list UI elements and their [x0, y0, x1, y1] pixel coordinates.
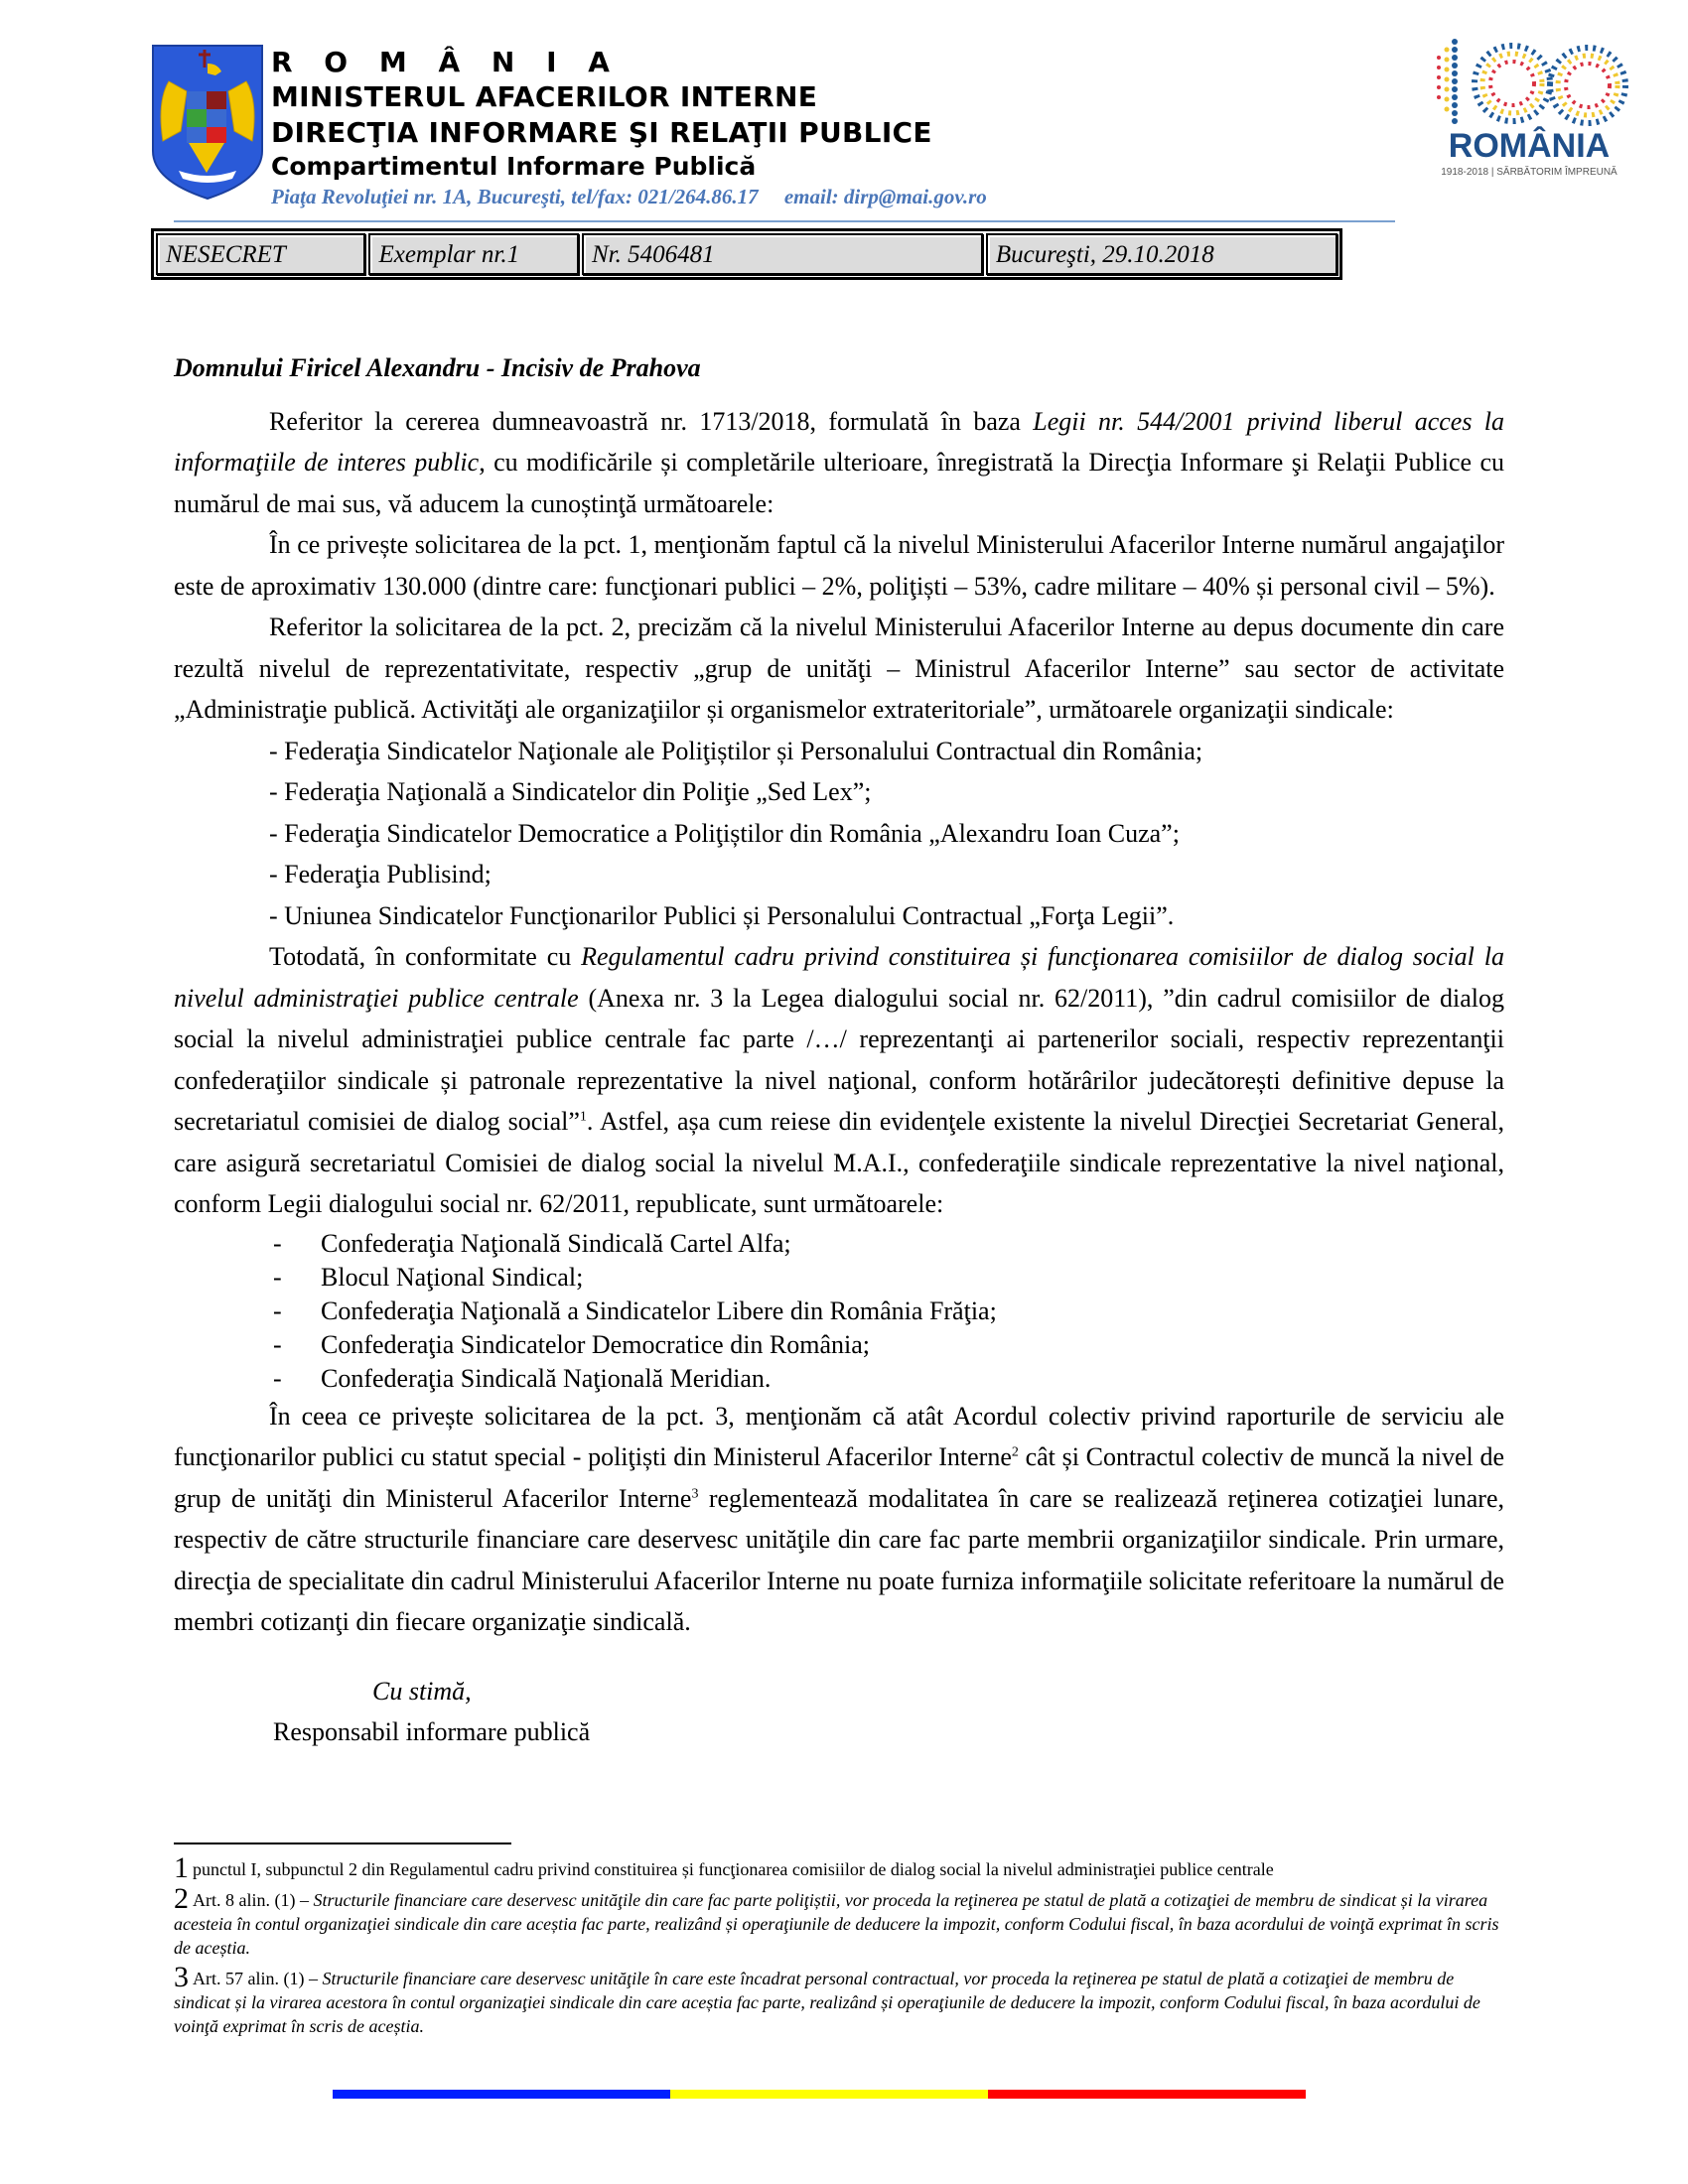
paragraph-intro: [174, 401, 1504, 525]
flag-red-stripe: [988, 2090, 1306, 2099]
classification-level: NESECRET: [156, 233, 365, 275]
footnote-text: Art. 57 alin. (1) –: [193, 1969, 323, 1988]
footnote-ref-2[interactable]: 2: [1011, 1444, 1019, 1460]
paragraph-point-3: [174, 1396, 1504, 1643]
footnote-quote: Structurile financiare care deservesc unităţile în care este încadrat personal contractual, vor proceda la reţinerea pe statul de plată a cotizaţiei de membru de sindicat și la virarea acestora în contul organizaţiei sindicale din care aceștia fac parte, realizând și operaţiunile de deducere la impozit, conform Codului fiscal, în baza acordului de voinţă exprimat în scris de aceștia.: [174, 1969, 1480, 2036]
footnote-ref-3[interactable]: 3: [691, 1485, 699, 1501]
romania-centenary-logo-icon: [1425, 36, 1633, 180]
list-item: - Federaţia Sindicatelor Naţionale ale Poliţiștilor și Personalului Contractual din România;: [269, 736, 1203, 765]
centenary-tagline: 1918-2018 | SĂRBĂTORIM ÎMPREUNĂ: [1441, 167, 1618, 178]
header-department: Compartimentul Informare Publică: [271, 152, 757, 181]
footnote-number: 2: [174, 1882, 189, 1915]
header-country: R O M Â N I A: [271, 46, 621, 78]
list-item: - Federaţia Publisind;: [269, 860, 492, 888]
footnote-text: punctul I, subpunctul 2 din Regulamentul cadru privind constituirea și funcţionarea comisiilor de dialog social la nivelul administraţiei publice centrale: [193, 1859, 1274, 1879]
copy-number: Exemplar nr.1: [368, 233, 578, 275]
list-item: - Federaţia Sindicatelor Democratice a Poliţiștilor din România „Alexandru Ioan Cuza”;: [269, 818, 1180, 848]
footnote-divider: [174, 1843, 511, 1844]
signature-title: Responsabil informare publică: [273, 1717, 591, 1746]
list-item: - Uniunea Sindicatelor Funcţionarilor Publici și Personalului Contractual „Forţa Legii”.: [269, 900, 1175, 930]
flag-yellow-stripe: [670, 2090, 988, 2099]
dash: -: [273, 1262, 282, 1292]
regulation-reference: Regulamentul cadru privind constituirea și funcţionarea comisiilor de dialog social la nivelul administraţiei publice centrale: [174, 942, 1504, 1013]
footnotes: [174, 1851, 1504, 2044]
list-item: [174, 1295, 1504, 1328]
item-text: Confederaţia Naţională a Sindicatelor Libere din România Frăţia;: [321, 1296, 997, 1325]
text: În ceea ce privește solicitarea de la pct. 3, menţionăm că atât Acordul colectiv privind raporturile de serviciu ale funcţionarilor publici cu statut special - poliţiști din Ministerul Afacerilor Interne: [174, 1401, 1504, 1471]
footnote-text: Art. 8 alin. (1) –: [193, 1890, 314, 1910]
item-text: Confederaţia Naţională Sindicală Cartel Alfa;: [321, 1228, 791, 1258]
header-ministry: MINISTERUL AFACERILOR INTERNE: [271, 80, 818, 113]
list-item: [174, 1227, 1504, 1261]
list-item: [174, 1261, 1504, 1295]
footnote-number: 3: [174, 1961, 189, 1993]
list-item: - Federaţia Naţională a Sindicatelor din Poliţie „Sed Lex”;: [269, 777, 872, 806]
footnote-1: [174, 1851, 1504, 1884]
registration-number: Nr. 5406481: [582, 233, 983, 275]
footnote-3: [174, 1961, 1504, 2038]
classification-table: [151, 228, 1342, 280]
text: (Anexa nr. 3 la Legea dialogului social nr. 62/2011), ”din cadrul comisiilor de dialog social la nivelul administraţiei publice centrale fac parte /…/ reprezentanţi ai partenerilor sociali, respectiv reprezentanţii confederaţiilor sindicale și patronale reprezentative la nivel naţional, conform hotărârilor judecătorești definitive depuse la secretariatul comisiei de dialog social”: [174, 983, 1505, 1136]
place-date: Bucureşti, 29.10.2018: [986, 233, 1337, 275]
text: Totodată, în conformitate cu: [269, 942, 582, 971]
federations-list: [174, 731, 1504, 937]
footnote-quote: Structurile financiare care deservesc unităţile din care fac parte poliţiștii, vor proceda la reţinerea pe statul de plată a cotizaţiei de membru de sindicat și la virarea acesteia în contul organizaţiei sindicale din care aceștia fac parte, realizând și operaţiunile de deducere la impozit, conform Codului fiscal, în baza acordului de voinţă exprimat în scris de aceștia.: [174, 1890, 1499, 1958]
dash: -: [273, 1363, 282, 1393]
item-text: Blocul Naţional Sindical;: [321, 1262, 584, 1292]
item-text: Confederaţia Sindicatelor Democratice din România;: [321, 1329, 871, 1359]
footnote-number: 1: [174, 1851, 189, 1884]
romania-coat-of-arms-icon: [149, 42, 266, 201]
text: reglementează modalitatea în care se realizează reţinerea cotizaţiei lunare, respectiv de către structurile financiare care deservesc unităţile din care fac parte membrii organizaţiilor sindicale. Prin urmare, direcţia de specialitate din cadrul Ministerului Afacerilor Interne nu poate furniza informaţiile solicitate referitoare la numărul de membri cotizanţi din fiecare organizaţie sindicală.: [174, 1483, 1504, 1636]
tricolor-bar: [333, 2090, 1306, 2099]
law-reference: Legii nr. 544/2001 privind liberul acces la informaţiile de interes public: [174, 406, 1504, 477]
footnote-2: [174, 1882, 1504, 1960]
confederations-list: [174, 1227, 1504, 1396]
dash: -: [273, 1329, 282, 1359]
footnote-ref-1[interactable]: 1: [579, 1109, 587, 1125]
list-item: [174, 1328, 1504, 1362]
text: , cu modificările și completările ulterioare, înregistrată la Direcţia Informare şi Relaţii Publice cu numărul de mai sus, vă aducem la cunoștinţă următoarele:: [174, 448, 1504, 518]
header-directorate: DIRECŢIA INFORMARE ŞI RELAŢII PUBLICE: [271, 116, 932, 149]
text: . Astfel, așa cum reiese din evidenţele existente la nivelul Direcţiei Secretariat General, care asigură secretariatul Comisiei de dialog social la nivelul M.A.I., confederaţiile sindicale reprezentative la nivel naţional, conform Legii dialogului social nr. 62/2011, republicate, sunt următoarele:: [174, 1107, 1504, 1218]
header-divider: [174, 220, 1395, 222]
addressee: Domnului Firicel Alexandru - Incisiv de Prahova: [174, 353, 701, 382]
list-item: [174, 1362, 1504, 1396]
paragraph-point-2: Referitor la solicitarea de la pct. 2, precizăm că la nivelul Ministerului Afacerilor Interne au depus documente din care rezultă nivelul de reprezentativitate, respectiv „grup de unităţi – Ministrul Afacerilor Interne” sau sector de activitate „Administraţie publică. Activităţi ale organizaţiilor și organismelor extrateritoriale”, următoarele organizaţii sindicale:: [174, 613, 1504, 724]
header-titles: [271, 46, 932, 183]
text: Referitor la cererea dumneavoastră nr. 1713/2018, formulată în baza: [269, 406, 1034, 436]
header-address: Piaţa Revoluţiei nr. 1A, Bucureşti, tel/fax: 021/264.86.17 email: dirp@mai.gov.ro: [271, 185, 987, 208]
item-text: Confederaţia Sindicală Naţională Meridian.: [321, 1363, 772, 1393]
closing: [174, 1671, 1504, 1753]
centenary-title: ROMÂNIA: [1448, 127, 1611, 165]
letter-body: [174, 347, 1504, 1753]
paragraph-point-1: În ce privește solicitarea de la pct. 1, menţionăm faptul că la nivelul Ministerului Afacerilor Interne numărul angajaţilor este de aproximativ 130.000 (dintre care: funcţionari publici – 2%, poliţiști – 53%, cadre militare – 40% și personal civil – 5%).: [174, 530, 1504, 601]
flag-blue-stripe: [333, 2090, 670, 2099]
dash: -: [273, 1228, 282, 1258]
text: cât și Contractul colectiv de muncă la nivel de grup de unităţi din Ministerul Afacerilor Interne: [174, 1442, 1505, 1513]
greeting: Cu stimă,: [372, 1676, 472, 1706]
dash: -: [273, 1296, 282, 1325]
paragraph-regulation: [174, 936, 1504, 1225]
